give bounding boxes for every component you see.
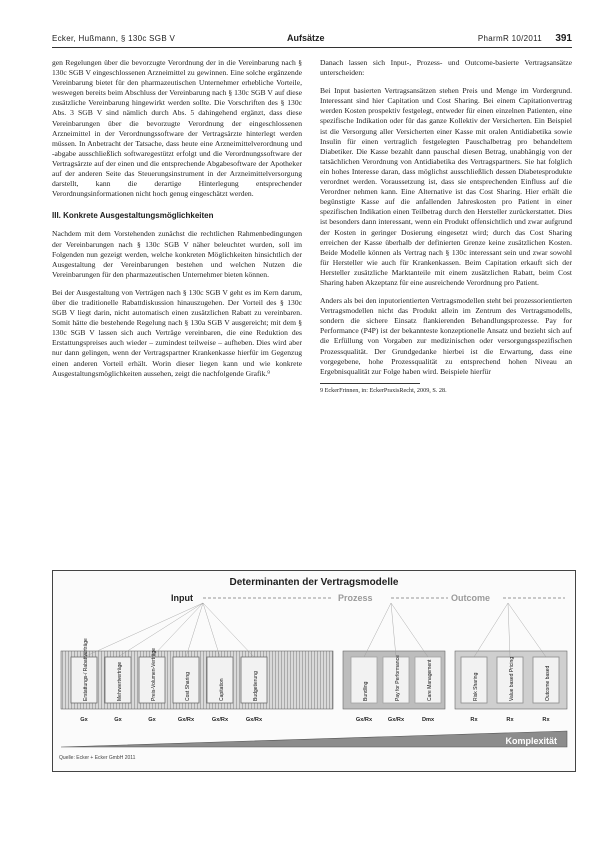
axis-tick-label: Rx	[542, 717, 550, 723]
axis-tick-label: Rx	[506, 717, 514, 723]
paragraph: Bei Input basierten Vertragsansätzen stehen Preis und Menge im Vordergrund. Interessant sind hier Capitation und Cost Sharing. Bei einem Capitationvertrag werden Kosten prospektiv festgelegt, entweder für einen einzelnen Patienten, eine spezifische Indikation oder für das ganze Kollektiv der Versicherten. Ein Beispiel ist die Versorgung aller Versicherten einer Kasse mit oralen Antidiabetika sowie Insulin für einen vertraglich festgelegten Pauschalbetrag pro behandeltem Diabetiker. Die Kasse bezahlt dann pauschal diesen Betrag, unabhängig von der tatsächlichen Verordnung von Antidiabetika des Vertragspartners. Sie hat folglich ein hohes Interesse daran, dass möglichst ausschließlich dessen Diabetesprodukte verordnet werden. Voraussetzung ist, dass sie entsprechenden Einfluss auf die Verordner nehmen kann. Eine Alternative ist das Cost Sharing. Hier erhält die begünstigte Kasse auf die anfallenden Jahreskosten pro Patient in einer spezifischen Indikation einen Teilbetrag durch den Hersteller zurückerstattet. Dies ist besonders dann interessant, wenn ein Produkt offensichtlich und zwar aufgrund der Kosten in geringer Dosierung eingesetzt wird; durch das Cost Sharing erreichen der Kasse überhalb der definierten Grenze keine zusätzlichen Kosten. Beide Modelle können als Vertrag nach § 130c interessant sein und zwar sowohl für Hersteller wie auch für Krankenkassen. Beim Capitation erkauft sich der Hersteller zusätzliche Marktanteile mit einem zusätzlichen Rabatt, beim Cost Sharing haben Akzeptanz für eine ausreichende Verordnung pro Patient.	[320, 86, 572, 287]
axis-tick-label: Gx/Rx	[355, 717, 373, 723]
group-label-outcome: Outcome	[451, 593, 491, 603]
complexity-label: Komplexität	[505, 736, 557, 746]
left-column	[52, 58, 302, 381]
connector-line	[118, 603, 203, 657]
page-header	[52, 34, 572, 48]
model-card-label: Budgetierung	[253, 671, 259, 701]
paragraph: Bei der Ausgestaltung von Verträgen nach § 130c SGB V geht es im Kern darum, über die traditionelle Rabattdiskussion hinauszugehen. Der Vorteil des § 130c SGB V liegt darin, nicht automatisch einen zusätzlichen Rabatt zu vereinbaren. Somit hätte die bestehende Regelung nach § 130a SGB V ausgereicht; mit dem § 130c SGB V lassen sich auch Verträge vereinbaren, die eine Reduktion des Erstattungspreises auch wieder – zumindest teilweise – aufheben. Dies wird aber nur dann gelingen, wenn der Vertragspartner Krankenkasse hierfür im Gegenzug einen anderen Vorteil erhält. Worin dieser liegen kann und wie konkrete Ausgestaltungsmöglichkeiten aussehen, zeigt die nachfolgende Grafik.⁹	[52, 287, 302, 378]
connector-line	[203, 603, 254, 657]
figure-title: Determinanten der Vertragsmodelle	[229, 577, 399, 588]
connector-line	[364, 603, 391, 657]
header-rule	[52, 47, 572, 48]
axis-tick-label: Gx	[80, 717, 88, 723]
paragraph: Anders als bei den inputorientierten Vertragsmodellen steht bei prozessorientierten Vertragsmodellen nicht das Produkt allein im Zentrum des Vertragsmodells, sondern die sichere Einsatz flankierenden Behandlungsprozesse. Pay for Performance (P4P) ist der bekannteste konzeptionelle Ansatz und bezieht sich auf die Erfüllung von Vorgaben zur medizinischen oder versorgungsspezifischen Prozessqualität. Der Grundgedanke hierbei ist die Erwartung, dass eine vorgegebene, hohe Prozessqualität zu entsprechend hohen Niveau an Ergebnisqualität zur Folge haben wird. Beispiele hierfür	[320, 296, 572, 376]
model-card-label: Care Management	[427, 659, 433, 701]
connector-line	[203, 603, 220, 657]
model-card-label: Preis-Volumen-Verträge	[151, 647, 157, 701]
axis-tick-label: Gx	[114, 717, 122, 723]
paragraph: Danach lassen sich Input-, Prozess- und Outcome-basierte Vertragsansätze unterscheiden:	[320, 58, 572, 78]
figure-graphic	[53, 571, 575, 771]
paragraph: gen Regelungen über die bevorzugte Verordnung der in die Vereinbarung nach § 130c SGB V eingeschlossenen Arzneimittel zu gewinnen. Eine solche ergänzende Vereinbarung bietet für den pharmazeutischen Unternehmer erhebliche Vorteile, weswegen bereits beim Abschluss der Vereinbarung nach § 130c SGB V auf diese zusätzliche Vereinbarung hingewirkt werden sollte. Die Vorschriften des § 130c Abs. 3 SGB V sind nämlich durch Abs. 5 dahingehend ergänzt, dass diese Vereinbarungen über die bevorzugte Verordnung der eingeschlossenen Arzneimittel in der Verordnungssoftware der Vertragsärzte hinterlegt werden müssen. In Anbetracht der Tatsache, dass heute eine Arzneimittelverordnung und -abgabe ausschließlich softwaregestützt erfolgt und die Verordnungssoftware der Vertragsärzte auf der einen und die entsprechende Abgabesoftware der Apotheker auf der anderen Seite das Steuerungsinstrument in der Arzneimittelversorgung darstellt, kann die derartige Hinterlegung entsprechender Verordnungsinformationen nicht hoch genug eingeschätzt werden.	[52, 58, 302, 199]
footnote: 9 EckerFrinnen, in: EckerPraxisRecht, 2009, S. 28.	[320, 386, 447, 394]
right-column	[320, 58, 572, 395]
axis-tick-label: Gx/Rx	[211, 717, 229, 723]
model-card-label: Value based Pricing	[509, 656, 515, 701]
axis-tick-label: Gx	[148, 717, 156, 723]
paragraph: Nachdem mit dem Vorstehenden zunächst die rechtlichen Rahmenbedingungen der Vereinbarungen nach § 130c SGB V näher beleuchtet wurden, soll im Folgenden nun gezeigt werden, welche konkreten Möglichkeiten hinsichtlich der Ausgestaltung der Vereinbarungen bestehen und welchen Nutzen die Vereinbarungen für den pharmazeutischen Unternehmer bieten können.	[52, 229, 302, 279]
axis-tick-label: Gx/Rx	[177, 717, 195, 723]
model-card-label: Risk Sharing	[473, 672, 479, 701]
connector-line	[186, 603, 203, 657]
section-heading: III. Konkrete Ausgestaltungsmöglichkeiten	[52, 211, 214, 221]
axis-tick-label: Gx/Rx	[245, 717, 263, 723]
running-head-journal: PharmR 10/2011	[477, 34, 542, 43]
connector-line	[84, 603, 203, 657]
model-card-label: Outcome based	[545, 665, 551, 701]
group-label-input: Input	[171, 593, 193, 603]
connector-line	[152, 603, 203, 657]
group-label-prozess: Prozess	[338, 593, 373, 603]
axis-tick-label: Gx/Rx	[387, 717, 405, 723]
model-card-label: Pay for Performance	[395, 655, 401, 701]
axis-tick-label: Dmx	[421, 717, 435, 723]
connector-line	[391, 603, 428, 657]
running-head-section: Aufsätze	[287, 33, 325, 43]
model-card-label: Cost Sharing	[185, 672, 191, 701]
connector-line	[508, 603, 546, 657]
figure-vertragsmodelle	[52, 570, 576, 772]
connector-line	[508, 603, 510, 657]
complexity-wedge	[61, 731, 567, 747]
running-head-authors: Ecker, Hußmann, § 130c SGB V	[52, 34, 176, 43]
model-card-label: Erstattungs-/ Rabattverträge	[83, 638, 89, 701]
connector-line	[391, 603, 396, 657]
model-card-label: Capitation	[219, 678, 225, 701]
figure-credit: Quelle: Ecker + Ecker GmbH 2011	[59, 755, 136, 761]
page-number: 391	[555, 33, 572, 44]
connector-line	[474, 603, 508, 657]
model-card-label: Mehrwertverträge	[117, 661, 123, 701]
axis-tick-label: Rx	[470, 717, 478, 723]
model-card-label: Bundling	[363, 681, 369, 701]
footnote-rule	[320, 383, 420, 384]
